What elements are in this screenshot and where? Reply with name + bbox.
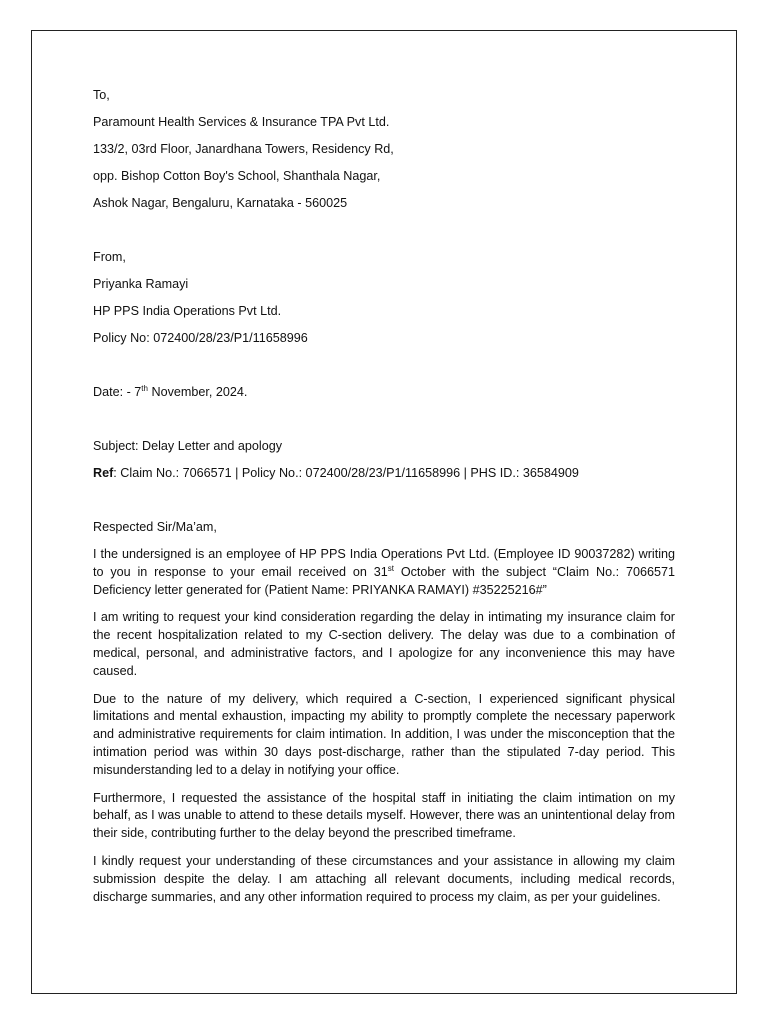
salutation: Respected Sir/Ma’am, — [93, 520, 217, 534]
paragraph: I kindly request your understanding of these circumstances and your assistance in allowing my claim submission despite the delay. I am attaching all relevant documents, including medical records, discharge summaries, and any other information required to process my claim, as per your guidelines. — [93, 853, 675, 904]
sender-line: Policy No: 072400/28/23/P1/11658996 — [93, 331, 308, 345]
paragraph: I am writing to request your kind consideration regarding the delay in intimating my insurance claim for the recent hospitalization related to my C-section delivery. The delay was due to a combination of medical, personal, and administrative factors, and I apologize for any inconvenience this may have caused. — [93, 610, 675, 678]
ref-label: Ref — [93, 466, 114, 480]
letter-date: Date: - 7th November, 2024. — [93, 383, 248, 399]
from-label: From, — [93, 250, 126, 264]
letter-subject: Subject: Delay Letter and apology — [93, 439, 283, 453]
recipient-block — [93, 87, 675, 211]
sender-line: Priyanka Ramayi — [93, 277, 189, 291]
sender-line: HP PPS India Operations Pvt Ltd. — [93, 304, 282, 318]
sender-block — [93, 249, 675, 346]
paragraph: Furthermore, I requested the assistance of the hospital staff in initiating the claim intimation on my behalf, as I was unable to attend to these details myself. However, there was an unintentional delay from their side, contributing further to the delay beyond the prescribed timeframe. — [93, 790, 675, 841]
paragraph: Due to the nature of my delivery, which required a C-section, I experienced significant physical limitations and mental exhaustion, impacting my ability to promptly complete the necessary paperwork and administrative requirements for claim intimation. In addition, I was under the misconception that the intimation period was within 30 days post-discharge, rather than the stipulated 7-day period. This misunderstanding led to a delay in notifying your office. — [93, 691, 675, 777]
recipient-line: Ashok Nagar, Bengaluru, Karnataka - 560025 — [93, 196, 348, 210]
to-label: To, — [93, 88, 110, 102]
letter-reference: Ref: Claim No.: 7066571 | Policy No.: 072400/28/23/P1/11658996 | PHS ID.: 36584909 — [93, 466, 579, 480]
paragraph: I the undersigned is an employee of HP PPS India Operations Pvt Ltd. (Employee ID 90037282) writing to you in response to your email received on 31st October with the subject “Claim No.: 7066571 Deficiency letter generated for (Patient Name: PRIYANKA RAMAYI) #35225216#” — [93, 547, 675, 597]
recipient-line: 133/2, 03rd Floor, Janardhana Towers, Residency Rd, — [93, 142, 394, 156]
recipient-line: Paramount Health Services & Insurance TPA Pvt Ltd. — [93, 115, 390, 129]
letter-body — [93, 87, 675, 916]
recipient-line: opp. Bishop Cotton Boy's School, Shanthala Nagar, — [93, 169, 381, 183]
